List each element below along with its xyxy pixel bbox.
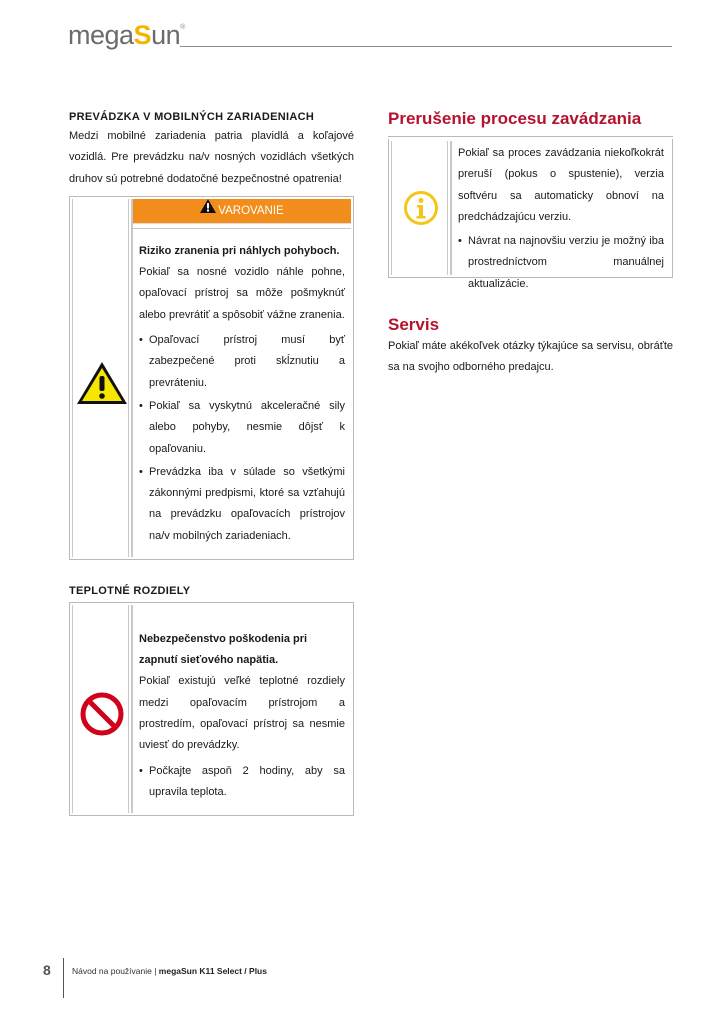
warning-triangle-icon: [75, 360, 129, 406]
megasun-logo: [68, 22, 185, 49]
right-column: [388, 108, 673, 379]
warning-title: Riziko zranenia pri náhlych pohyboch.: [139, 244, 340, 257]
notice-bullet: • Počkajte aspoň 2 hodiny, aby sa upravila teplota.: [139, 761, 345, 804]
warning-header: [133, 199, 351, 224]
warning-label: VAROVANIE: [218, 204, 284, 217]
info-icon: [403, 190, 439, 226]
warning-box: [69, 196, 354, 560]
footer-divider: [63, 958, 64, 998]
footer-product: megaSun K11 Select / Plus: [158, 966, 267, 976]
prohibition-icon: [80, 692, 124, 736]
info-bullet: • Návrat na najnovšiu verziu je možný iba prostredníctvom manuálnej aktualizácie.: [458, 231, 664, 295]
warning-bullets: [139, 330, 345, 547]
page-number: 8: [43, 962, 51, 978]
mobile-intro: Medzi mobilné zariadenia patria plavidlá a koľajové vozidlá. Pre prevádzku na/v nosných vozidlách všetkých druhov sú potrebné dodatočné bezpečnostné opatrenia!: [69, 130, 354, 185]
warning-icon-cell: [72, 199, 132, 557]
section-title-temperature: TEPLOTNÉ ROZDIELY: [69, 584, 191, 597]
notice-body: Pokiaľ existujú veľké teplotné rozdiely medzi opaľovacím prístrojom a prostredím, opaľovací prístroj sa nesmie uviesť do prevádzky.: [139, 675, 345, 752]
section-title-mobile: PREVÁDZKA V MOBILNÝCH ZARIADENIACH: [69, 111, 315, 123]
logo-text-s: S: [133, 20, 152, 50]
info-icon-cell: [391, 141, 451, 275]
logo-text-mega: mega: [68, 20, 134, 50]
footer-doc-label: Návod na používanie |: [72, 966, 159, 976]
warning-bullet: • Pokiaľ sa vyskytnú akceleračné sily alebo pohyby, nesmie dôjsť k opaľovaniu.: [139, 396, 345, 460]
warning-bullet: • Prevádzka iba v súlade so všetkými zákonnými predpismi, ktoré sa vzťahujú na prevádzku opaľovacích prístrojov na/v mobilných zariadeniach.: [139, 462, 345, 547]
registered-mark: ®: [180, 24, 185, 31]
info-bullets: [458, 231, 664, 295]
section-title-service: Servis: [388, 315, 440, 334]
prohibition-icon-cell: [72, 605, 132, 813]
section-title-boot-interruption: Prerušenie procesu zavádzania: [388, 109, 642, 128]
info-box: [388, 139, 673, 290]
warning-header-icon: [200, 198, 216, 222]
info-body: Pokiaľ sa proces zavádzania niekoľkokrát preruší (pokus o spustenie), verzia softvéru sa automaticky obnoví na predchádzajúcu verziu.: [458, 147, 664, 223]
service-body: Pokiaľ máte akékoľvek otázky týkajúce sa servisu, obráťte sa na svojho odborného predajcu.: [388, 340, 673, 374]
footer-text: [72, 966, 267, 976]
notice-bullets: [139, 761, 345, 804]
warning-bullet: • Opaľovací prístroj musí byť zabezpečené proti skĺznutiu a prevráteniu.: [139, 330, 345, 394]
left-column: [69, 110, 354, 816]
logo-text-un: un: [151, 20, 181, 50]
notice-title: Nebezpečenstvo poškodenia pri zapnutí sieťového napätia.: [139, 632, 308, 667]
notice-box: [69, 602, 354, 816]
header-rule: [180, 46, 672, 47]
warning-body: Pokiaľ sa nosné vozidlo náhle pohne, opaľovací prístroj sa môže pošmyknúť alebo prevrátiť a spôsobiť vážne zranenia.: [139, 266, 345, 321]
